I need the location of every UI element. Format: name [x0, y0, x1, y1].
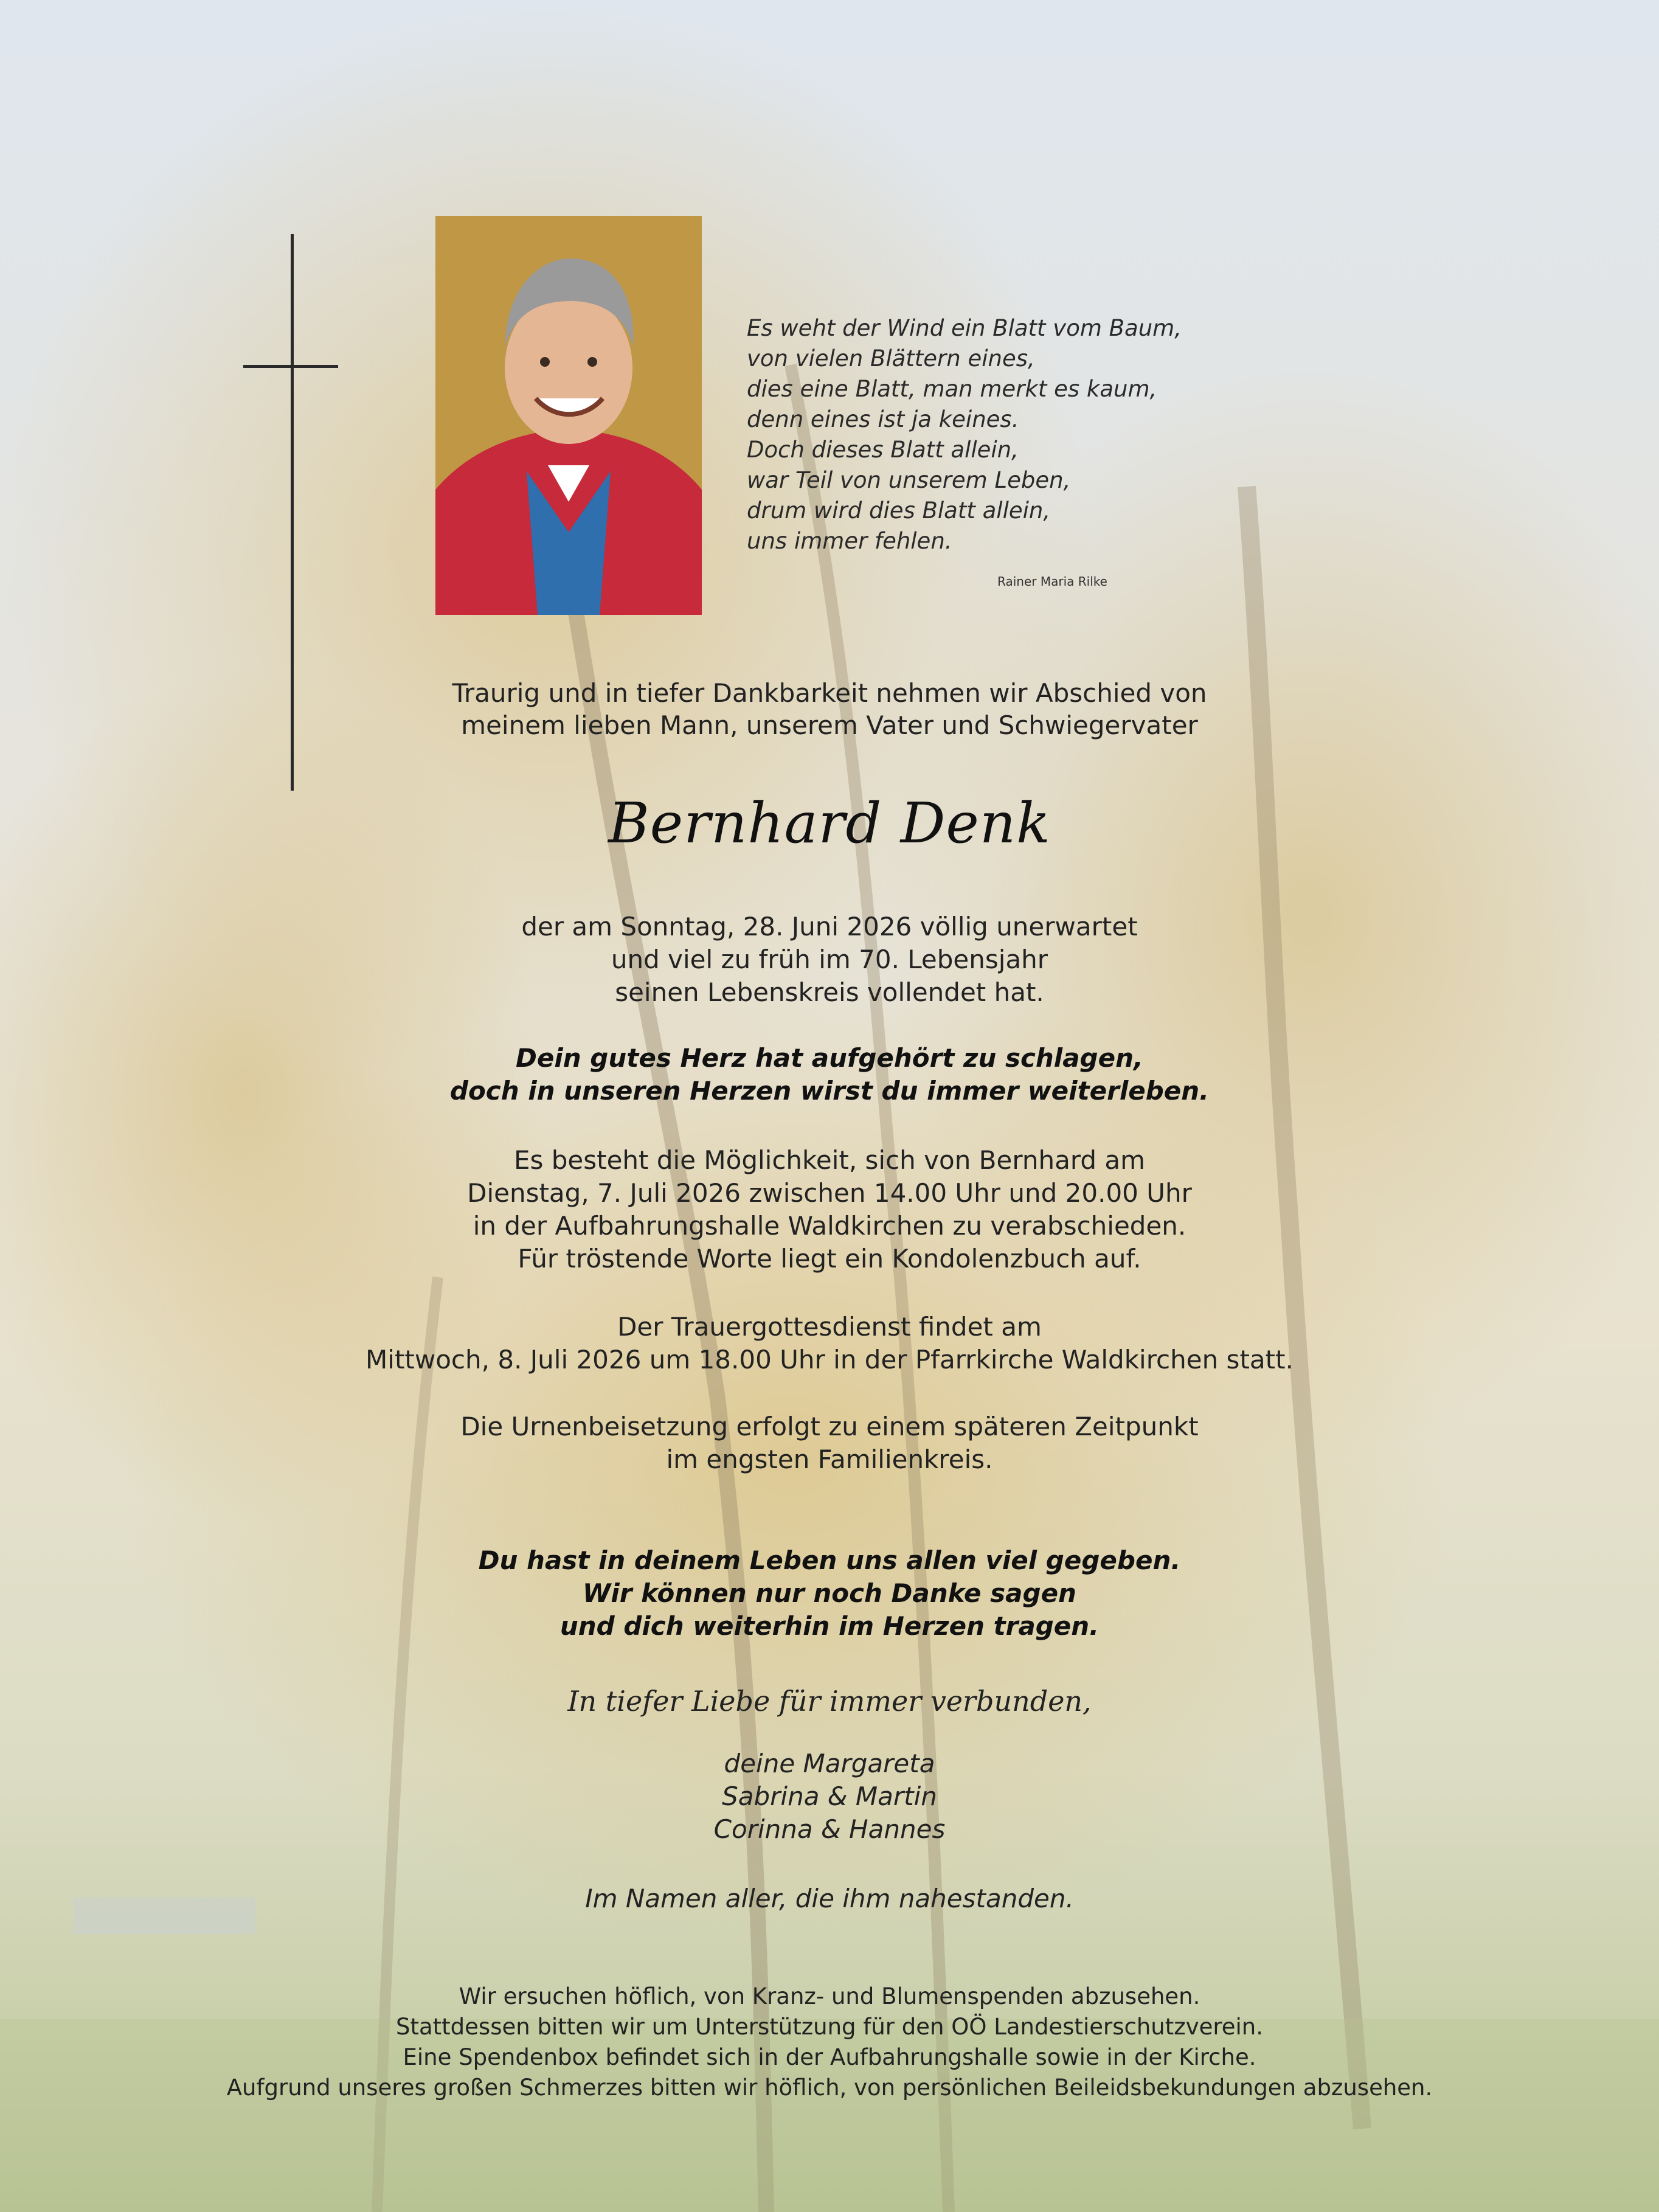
- poem: [747, 313, 1233, 556]
- quote2-line: Du hast in deinem Leben uns allen viel gegeben.: [478, 1545, 1181, 1575]
- quote-line: doch in unseren Herzen wirst du immer weiterleben.: [449, 1076, 1210, 1106]
- poem-line: drum wird dies Blatt allein,: [747, 498, 1051, 524]
- quote-line: Dein gutes Herz hat aufgehört zu schlagen,: [516, 1043, 1143, 1073]
- death-notice-line: und viel zu früh im 70. Lebensjahr: [611, 945, 1048, 974]
- viewing-line: Für tröstende Worte liegt ein Kondolenzbuch auf.: [518, 1244, 1141, 1274]
- death-notice-line: der am Sonntag, 28. Juni 2026 völlig unerwartet: [521, 912, 1138, 941]
- service-line: Der Trauergottesdienst findet am: [617, 1312, 1042, 1342]
- viewing-line: in der Aufbahrungshalle Waldkirchen zu verabschieden.: [473, 1211, 1186, 1241]
- burial-line: im engsten Familienkreis.: [666, 1444, 993, 1474]
- poem-line: war Teil von unserem Leben,: [747, 467, 1071, 493]
- poem-line: denn eines ist ja keines.: [747, 406, 1019, 432]
- service-line: Mittwoch, 8. Juli 2026 um 18.00 Uhr in der Pfarrkirche Waldkirchen statt.: [365, 1345, 1294, 1375]
- poem-line: Doch dieses Blatt allein,: [747, 437, 1019, 463]
- poem-line: von vielen Blättern eines,: [747, 345, 1035, 372]
- cross-bar: [243, 365, 338, 368]
- family-line: Sabrina & Martin: [722, 1781, 937, 1811]
- portrait-photo: [435, 216, 702, 615]
- family-line: deine Margareta: [724, 1749, 935, 1778]
- others-line: Im Namen aller, die ihm nahestanden.: [585, 1884, 1074, 1913]
- note-line: Eine Spendenbox befindet sich in der Aufbahrungshalle sowie in der Kirche.: [403, 2044, 1256, 2070]
- poem-line: dies eine Blatt, man merkt es kaum,: [747, 376, 1157, 402]
- viewing-line: Dienstag, 7. Juli 2026 zwischen 14.00 Uhr und 20.00 Uhr: [467, 1178, 1192, 1208]
- quote2-line: und dich weiterhin im Herzen tragen.: [559, 1611, 1100, 1641]
- poem-line: Es weht der Wind ein Blatt vom Baum,: [747, 315, 1182, 341]
- poem-author: Rainer Maria Rilke: [997, 574, 1107, 589]
- intro-line: meinem lieben Mann, unserem Vater und Schwiegervater: [461, 710, 1198, 740]
- note-line: Aufgrund unseres großen Schmerzes bitten wir höflich, von persönlichen Beileidsbekundungen abzusehen.: [226, 2075, 1433, 2101]
- quote2-line: Wir können nur noch Danke sagen: [583, 1578, 1076, 1608]
- death-notice-line: seinen Lebenskreis vollendet hat.: [615, 977, 1044, 1007]
- viewing-line: Es besteht die Möglichkeit, sich von Bernhard am: [513, 1145, 1146, 1175]
- poem-line: uns immer fehlen.: [747, 528, 952, 554]
- note-line: Wir ersuchen höflich, von Kranz- und Blumenspenden abzusehen.: [459, 1983, 1200, 2009]
- deceased-name: Bernhard Denk: [608, 791, 1051, 856]
- burial-line: Die Urnenbeisetzung erfolgt zu einem späteren Zeitpunkt: [460, 1412, 1199, 1441]
- note-line: Stattdessen bitten wir um Unterstützung für den OÖ Landestierschutzverein.: [395, 2014, 1264, 2040]
- intro-line: Traurig und in tiefer Dankbarkeit nehmen wir Abschied von: [452, 678, 1207, 708]
- closing-line: In tiefer Liebe für immer verbunden,: [567, 1685, 1092, 1718]
- family-line: Corinna & Hannes: [713, 1814, 946, 1844]
